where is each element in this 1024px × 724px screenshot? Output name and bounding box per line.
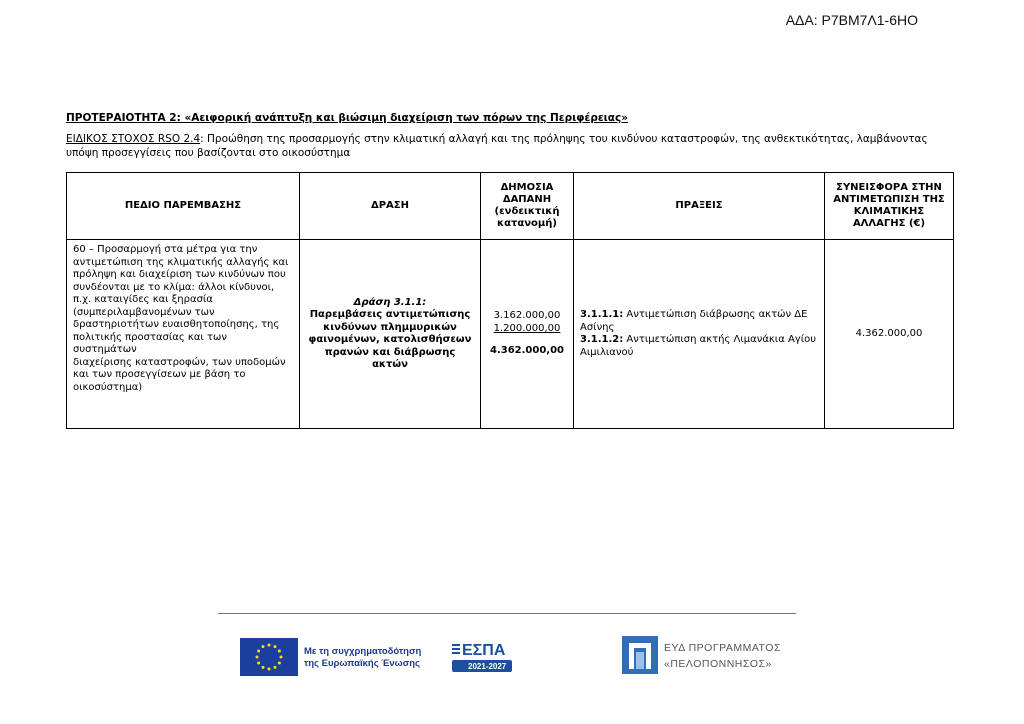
header-contribution: ΣΥΝΕΙΣΦΟΡΑ ΣΤΗΝ ΑΝΤΙΜΕΤΩΠΙΣΗ ΤΗΣ ΚΛΙΜΑΤΙΚΗΣ ΑΛΛΑΓΗΣ (€) — [825, 173, 954, 240]
spend-amount-1: 3.162.000,00 — [493, 310, 561, 322]
eu-star-icon — [274, 645, 277, 648]
cell-public-spend — [481, 240, 574, 429]
eu-star-icon — [278, 650, 281, 653]
eu-cofunding-text: Με τη συγχρηματοδότηση της Ευρωπαϊκής Ένωσης — [304, 646, 422, 669]
cell-field — [67, 240, 300, 429]
table-row — [67, 240, 954, 429]
field-text-1: 60 – Προσαρμογή στα μέτρα για την αντιμετώπιση της κλιματικής αλλαγής και πρόληψη και διαχείριση των κινδύνων που συνδέονται με το κλίμα: άλλοι κίνδυνοι, π.χ. καταιγίδες και ξηρασία (συμπεριλαμβανομένων των δραστηριοτήτων ευαισθητοποίησης, της πολιτικής προστασίας και των συστημάτων — [73, 244, 289, 355]
espa-title: ΕΣΠΑ — [462, 642, 506, 659]
eu-star-icon — [268, 644, 271, 647]
spend-total: 4.362.000,00 — [489, 345, 565, 357]
ada-code: ΑΔΑ: Ρ7ΒΜ7Λ1-6ΗΟ — [785, 12, 918, 28]
eu-star-icon — [278, 662, 281, 665]
objective-text: : Προώθηση της προσαρμογής στην κλιματική αλλαγή και της πρόληψης του κινδύνου καταστροφών, της ανθεκτικότητας, λαμβάνοντας υπόψη προσεγγίσεις που βασίζονται στο οικοσύστημα — [66, 133, 928, 159]
eu-star-icon — [257, 662, 260, 665]
header-public-spend: ΔΗΜΟΣΙΑ ΔΑΠΑΝΗ (ενδεικτική κατανομή) — [481, 173, 574, 240]
footer-divider — [218, 613, 796, 614]
eu-star-icon — [280, 656, 283, 659]
header-acts: ΠΡΑΞΕΙΣ — [574, 173, 825, 240]
act-item-1: 3.1.1.1: Αντιμετώπιση διάβρωσης ακτών ΔΕ Ασίνης — [580, 309, 808, 333]
action-text: Παρεμβάσεις αντιμετώπισης κινδύνων πλημμυρικών φαινομένων, κατολισθήσεων πρανών και διάβρωσης ακτών — [308, 309, 472, 370]
eu-flag-icon — [240, 638, 298, 676]
priority-heading: ΠΡΟΤΕΡΑΙΟΤΗΤΑ 2: «Αειφορική ανάπτυξη και βιώσιμη διαχείριση των πόρων της Περιφέρειας» — [66, 112, 628, 124]
eu-star-icon — [268, 668, 271, 671]
espa-years: 2021-2027 — [468, 662, 507, 671]
measures-table — [66, 172, 954, 429]
espa-logo-icon — [450, 638, 516, 678]
cell-contribution: 4.362.000,00 — [825, 240, 954, 429]
peloponnisos-text: ΕΥΔ ΠΡΟΓΡΑΜΜΑΤΟΣ «ΠΕΛΟΠΟΝΝΗΣΟΣ» — [664, 642, 781, 670]
field-text-2: διαχείρισης καταστροφών, των υποδομών και των προσεγγίσεων με βάση το οικοσύστημα) — [73, 356, 286, 393]
objective-label: ΕΙΔΙΚΟΣ ΣΤΟΧΟΣ RSO 2.4 — [66, 133, 201, 145]
peloponnisos-logo-icon — [622, 636, 658, 674]
eu-star-icon — [262, 666, 265, 669]
header-action: ΔΡΑΣΗ — [300, 173, 481, 240]
eu-star-icon — [256, 656, 259, 659]
spend-amount-2: 1.200.000,00 — [493, 322, 561, 334]
act-item-2: 3.1.1.2: Αντιμετώπιση ακτής Λιμανάκια Αγίου Αιμιλιανού — [580, 334, 817, 358]
table-header-row — [67, 173, 954, 240]
specific-objective — [66, 132, 956, 160]
cell-acts — [574, 240, 825, 429]
eu-star-icon — [262, 645, 265, 648]
eu-star-icon — [274, 666, 277, 669]
cell-action — [300, 240, 481, 429]
eu-star-icon — [257, 650, 260, 653]
header-field: ΠΕΔΙΟ ΠΑΡΕΜΒΑΣΗΣ — [67, 173, 300, 240]
action-title: Δράση 3.1.1: — [353, 296, 427, 308]
